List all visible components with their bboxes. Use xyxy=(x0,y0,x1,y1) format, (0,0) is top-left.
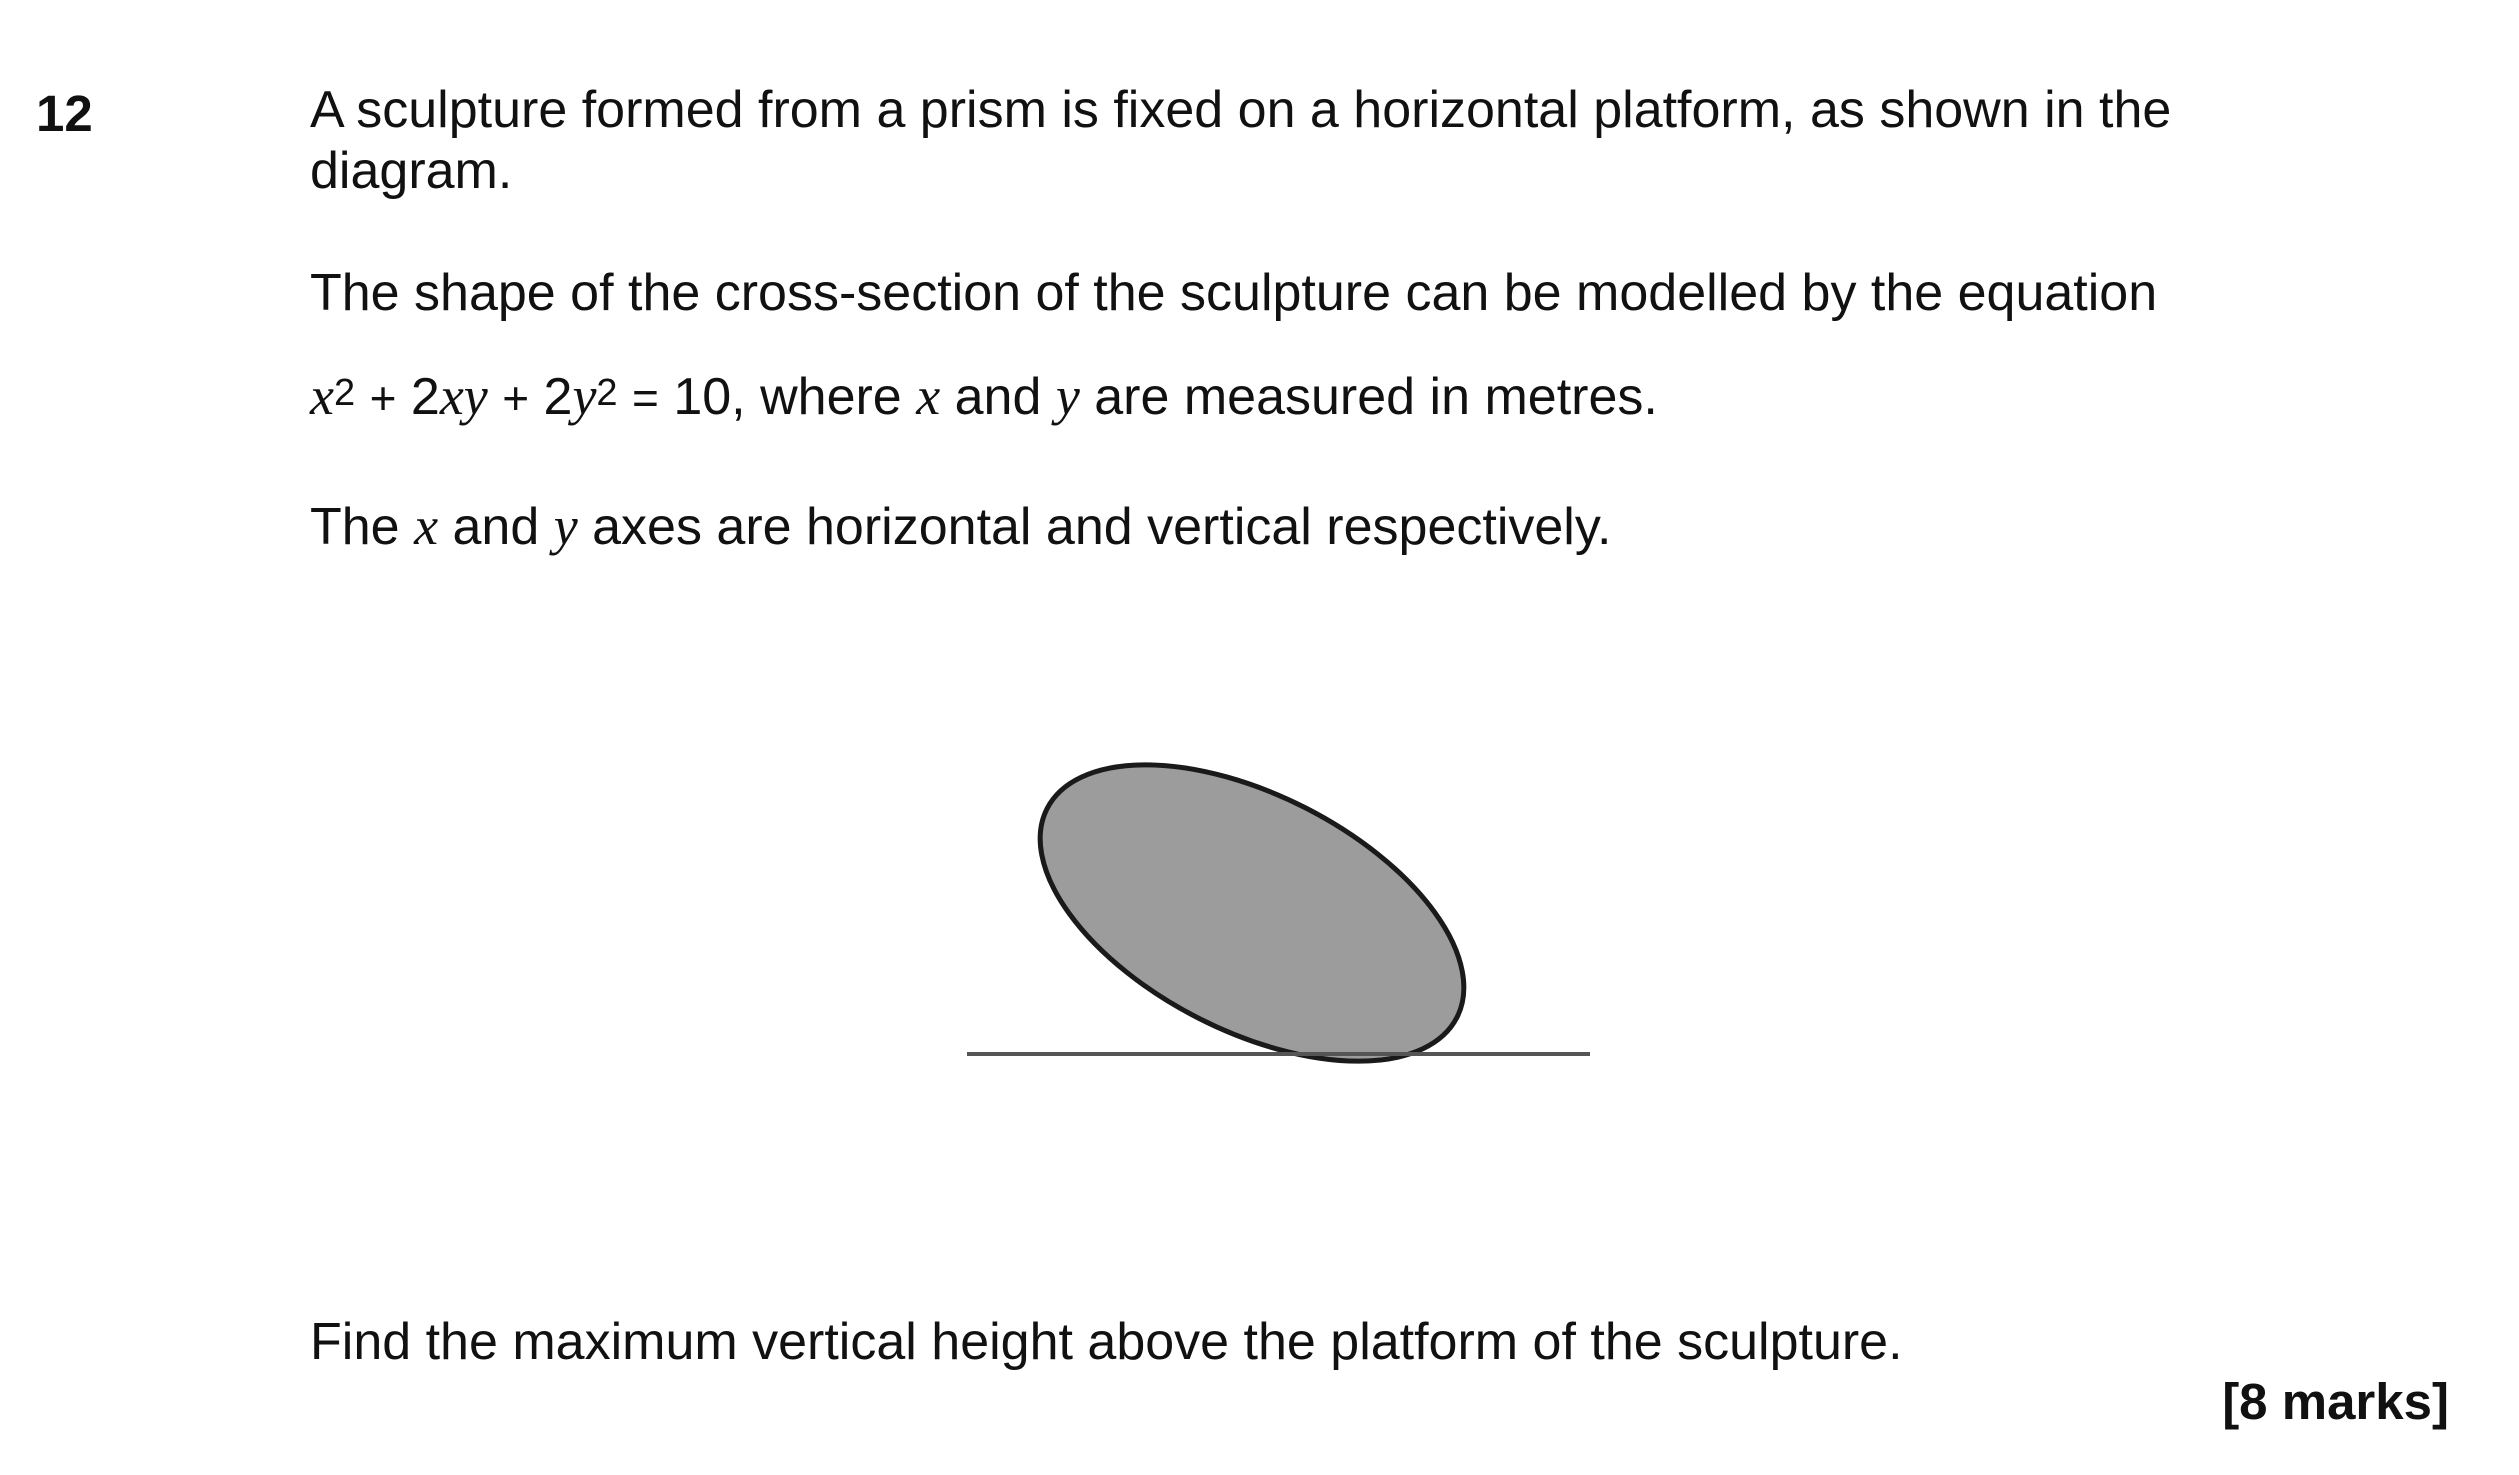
eq-where-y: y xyxy=(1055,366,1080,426)
axes-tail: axes are horizontal and vertical respectively. xyxy=(592,498,1612,556)
intro-line-2: diagram. xyxy=(310,142,513,200)
axes-var-x: x xyxy=(414,496,439,556)
intro-line-1: A sculpture formed from a prism is fixed on a horizontal platform, as shown in the xyxy=(310,81,2172,139)
eq-plus-2: + xyxy=(502,372,530,424)
eq-var-xy: xy xyxy=(439,366,488,426)
axes-the: The xyxy=(310,498,400,556)
eq-var-x: x xyxy=(310,366,334,426)
eq-var-y: y xyxy=(572,366,597,426)
question-number: 12 xyxy=(36,85,93,142)
eq-rhs: 10, xyxy=(673,368,746,426)
eq-coef-2: 2 xyxy=(543,368,573,426)
eq-exponent-x: 2 xyxy=(333,371,356,414)
question-intro xyxy=(310,80,2171,202)
marks-label: [8 marks] xyxy=(2222,1373,2449,1430)
task-statement: Find the maximum vertical height above the platform of the sculpture. xyxy=(310,1313,1903,1371)
eq-tail: are measured in metres. xyxy=(1094,368,1658,426)
eq-where: where xyxy=(760,368,902,426)
axes-and: and xyxy=(452,498,540,556)
eq-and: and xyxy=(954,368,1042,426)
eq-equals: = xyxy=(632,372,659,424)
eq-plus-1: + xyxy=(369,372,397,424)
axes-statement xyxy=(310,496,1611,558)
eq-coef-1: 2 xyxy=(410,368,440,426)
axes-var-y: y xyxy=(553,496,578,556)
sculpture-cross-section xyxy=(993,703,1510,1122)
eq-where-x: x xyxy=(916,366,941,426)
eq-exponent-y: 2 xyxy=(596,371,618,414)
equation-line xyxy=(310,366,1658,429)
model-statement: The shape of the cross-section of the sculpture can be modelled by the equation xyxy=(310,264,2158,322)
